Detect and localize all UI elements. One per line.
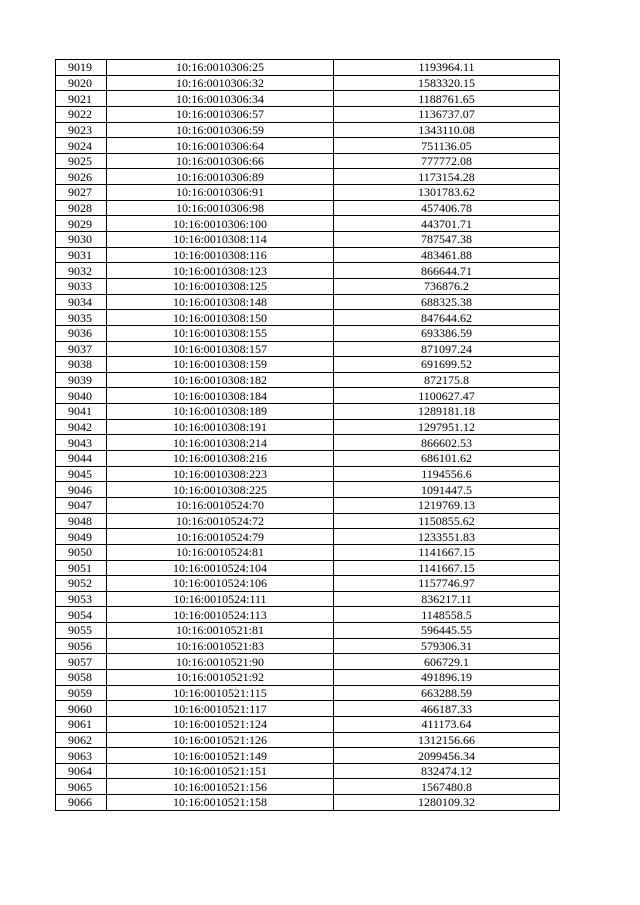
cadastral-number-cell: 10:16:0010521:92 — [107, 669, 334, 685]
row-number-cell: 9042 — [56, 419, 107, 435]
cadastral-number-cell: 10:16:0010308:157 — [107, 341, 334, 357]
table-row — [56, 466, 560, 482]
table-row — [56, 106, 560, 122]
value-cell: 2099456.34 — [334, 748, 560, 764]
row-number-cell: 9056 — [56, 638, 107, 654]
cadastral-number-cell: 10:16:0010306:66 — [107, 153, 334, 169]
table-row — [56, 122, 560, 138]
table-row — [56, 169, 560, 185]
value-cell: 457406.78 — [334, 200, 560, 216]
row-number-cell: 9052 — [56, 576, 107, 592]
table-row — [56, 576, 560, 592]
row-number-cell: 9064 — [56, 763, 107, 779]
row-number-cell: 9022 — [56, 106, 107, 122]
value-cell: 866644.71 — [334, 263, 560, 279]
row-number-cell: 9053 — [56, 591, 107, 607]
table-row — [56, 388, 560, 404]
row-number-cell: 9036 — [56, 325, 107, 341]
table-row — [56, 513, 560, 529]
table-row — [56, 247, 560, 263]
value-cell: 787547.38 — [334, 232, 560, 248]
row-number-cell: 9028 — [56, 200, 107, 216]
value-cell: 691699.52 — [334, 357, 560, 373]
table-row — [56, 685, 560, 701]
cadastral-number-cell: 10:16:0010308:189 — [107, 404, 334, 420]
value-cell: 1583320.15 — [334, 75, 560, 91]
row-number-cell: 9041 — [56, 404, 107, 420]
cadastral-number-cell: 10:16:0010521:117 — [107, 701, 334, 717]
value-cell: 663288.59 — [334, 685, 560, 701]
table-row — [56, 216, 560, 232]
table-row — [56, 795, 560, 811]
value-cell: 606729.1 — [334, 654, 560, 670]
row-number-cell: 9059 — [56, 685, 107, 701]
cadastral-number-cell: 10:16:0010306:100 — [107, 216, 334, 232]
row-number-cell: 9025 — [56, 153, 107, 169]
value-cell: 1173154.28 — [334, 169, 560, 185]
cadastral-number-cell: 10:16:0010308:191 — [107, 419, 334, 435]
value-cell: 871097.24 — [334, 341, 560, 357]
value-cell: 1141667.15 — [334, 560, 560, 576]
cadastral-number-cell: 10:16:0010521:149 — [107, 748, 334, 764]
row-number-cell: 9029 — [56, 216, 107, 232]
cadastral-number-cell: 10:16:0010306:64 — [107, 138, 334, 154]
table-row — [56, 748, 560, 764]
table-row — [56, 372, 560, 388]
value-cell: 1297951.12 — [334, 419, 560, 435]
table-row — [56, 310, 560, 326]
value-cell: 466187.33 — [334, 701, 560, 717]
table-row — [56, 278, 560, 294]
value-cell: 1188761.65 — [334, 91, 560, 107]
table-row — [56, 435, 560, 451]
cadastral-number-cell: 10:16:0010308:182 — [107, 372, 334, 388]
cadastral-number-cell: 10:16:0010306:98 — [107, 200, 334, 216]
table-row — [56, 482, 560, 498]
row-number-cell: 9038 — [56, 357, 107, 373]
cadastral-number-cell: 10:16:0010306:32 — [107, 75, 334, 91]
table-row — [56, 138, 560, 154]
table-row — [56, 654, 560, 670]
cadastral-number-cell: 10:16:0010521:90 — [107, 654, 334, 670]
table-row — [56, 91, 560, 107]
table-row — [56, 591, 560, 607]
value-cell: 836217.11 — [334, 591, 560, 607]
row-number-cell: 9057 — [56, 654, 107, 670]
cadastral-number-cell: 10:16:0010308:114 — [107, 232, 334, 248]
row-number-cell: 9027 — [56, 185, 107, 201]
row-number-cell: 9033 — [56, 278, 107, 294]
value-cell: 1193964.11 — [334, 60, 560, 76]
row-number-cell: 9047 — [56, 497, 107, 513]
value-cell: 579306.31 — [334, 638, 560, 654]
table-row — [56, 529, 560, 545]
cadastral-number-cell: 10:16:0010524:111 — [107, 591, 334, 607]
row-number-cell: 9032 — [56, 263, 107, 279]
table-row — [56, 200, 560, 216]
cadastral-number-cell: 10:16:0010308:116 — [107, 247, 334, 263]
value-cell: 751136.05 — [334, 138, 560, 154]
row-number-cell: 9020 — [56, 75, 107, 91]
cadastral-number-cell: 10:16:0010521:158 — [107, 795, 334, 811]
table-row — [56, 669, 560, 685]
table-row — [56, 716, 560, 732]
row-number-cell: 9055 — [56, 623, 107, 639]
table-row — [56, 701, 560, 717]
row-number-cell: 9048 — [56, 513, 107, 529]
cadastral-number-cell: 10:16:0010521:115 — [107, 685, 334, 701]
table-row — [56, 294, 560, 310]
value-cell: 1312156.66 — [334, 732, 560, 748]
table-row — [56, 763, 560, 779]
value-cell: 686101.62 — [334, 451, 560, 467]
cadastral-number-cell: 10:16:0010524:70 — [107, 497, 334, 513]
row-number-cell: 9051 — [56, 560, 107, 576]
cadastral-number-cell: 10:16:0010306:89 — [107, 169, 334, 185]
value-cell: 596445.55 — [334, 623, 560, 639]
row-number-cell: 9030 — [56, 232, 107, 248]
cadastral-number-cell: 10:16:0010308:150 — [107, 310, 334, 326]
cadastral-number-cell: 10:16:0010308:159 — [107, 357, 334, 373]
value-cell: 443701.71 — [334, 216, 560, 232]
value-cell: 1343110.08 — [334, 122, 560, 138]
row-number-cell: 9021 — [56, 91, 107, 107]
cadastral-number-cell: 10:16:0010521:156 — [107, 779, 334, 795]
table-row — [56, 404, 560, 420]
cadastral-number-cell: 10:16:0010524:81 — [107, 544, 334, 560]
cadastral-value-table — [55, 59, 560, 811]
value-cell: 1233551.83 — [334, 529, 560, 545]
value-cell: 491896.19 — [334, 669, 560, 685]
table-row — [56, 60, 560, 76]
cadastral-number-cell: 10:16:0010308:123 — [107, 263, 334, 279]
cadastral-number-cell: 10:16:0010308:225 — [107, 482, 334, 498]
row-number-cell: 9019 — [56, 60, 107, 76]
table-row — [56, 607, 560, 623]
row-number-cell: 9039 — [56, 372, 107, 388]
cadastral-number-cell: 10:16:0010521:126 — [107, 732, 334, 748]
value-cell: 1141667.15 — [334, 544, 560, 560]
cadastral-number-cell: 10:16:0010308:148 — [107, 294, 334, 310]
row-number-cell: 9065 — [56, 779, 107, 795]
row-number-cell: 9050 — [56, 544, 107, 560]
table-row — [56, 325, 560, 341]
table-row — [56, 451, 560, 467]
cadastral-number-cell: 10:16:0010308:155 — [107, 325, 334, 341]
cadastral-number-cell: 10:16:0010524:113 — [107, 607, 334, 623]
row-number-cell: 9040 — [56, 388, 107, 404]
value-cell: 411173.64 — [334, 716, 560, 732]
row-number-cell: 9024 — [56, 138, 107, 154]
value-cell: 1091447.5 — [334, 482, 560, 498]
row-number-cell: 9043 — [56, 435, 107, 451]
value-cell: 1100627.47 — [334, 388, 560, 404]
row-number-cell: 9035 — [56, 310, 107, 326]
table-row — [56, 263, 560, 279]
table-row — [56, 732, 560, 748]
value-cell: 1567480.8 — [334, 779, 560, 795]
value-cell: 1148558.5 — [334, 607, 560, 623]
value-cell: 688325.38 — [334, 294, 560, 310]
cadastral-number-cell: 10:16:0010524:72 — [107, 513, 334, 529]
row-number-cell: 9023 — [56, 122, 107, 138]
row-number-cell: 9034 — [56, 294, 107, 310]
row-number-cell: 9049 — [56, 529, 107, 545]
cadastral-number-cell: 10:16:0010306:25 — [107, 60, 334, 76]
cadastral-number-cell: 10:16:0010521:83 — [107, 638, 334, 654]
cadastral-number-cell: 10:16:0010521:151 — [107, 763, 334, 779]
row-number-cell: 9054 — [56, 607, 107, 623]
value-cell: 736876.2 — [334, 278, 560, 294]
value-cell: 777772.08 — [334, 153, 560, 169]
row-number-cell: 9066 — [56, 795, 107, 811]
row-number-cell: 9061 — [56, 716, 107, 732]
table-row — [56, 497, 560, 513]
table-row — [56, 560, 560, 576]
row-number-cell: 9062 — [56, 732, 107, 748]
row-number-cell: 9037 — [56, 341, 107, 357]
cadastral-number-cell: 10:16:0010308:216 — [107, 451, 334, 467]
table-row — [56, 638, 560, 654]
row-number-cell: 9031 — [56, 247, 107, 263]
table-row — [56, 341, 560, 357]
table-row — [56, 357, 560, 373]
value-cell: 483461.88 — [334, 247, 560, 263]
row-number-cell: 9063 — [56, 748, 107, 764]
cadastral-number-cell: 10:16:0010521:81 — [107, 623, 334, 639]
table-row — [56, 185, 560, 201]
cadastral-number-cell: 10:16:0010306:59 — [107, 122, 334, 138]
row-number-cell: 9060 — [56, 701, 107, 717]
cadastral-number-cell: 10:16:0010308:214 — [107, 435, 334, 451]
value-cell: 693386.59 — [334, 325, 560, 341]
value-cell: 832474.12 — [334, 763, 560, 779]
value-cell: 1280109.32 — [334, 795, 560, 811]
row-number-cell: 9044 — [56, 451, 107, 467]
cadastral-number-cell: 10:16:0010308:223 — [107, 466, 334, 482]
cadastral-number-cell: 10:16:0010524:79 — [107, 529, 334, 545]
row-number-cell: 9046 — [56, 482, 107, 498]
table-body — [56, 60, 560, 811]
cadastral-number-cell: 10:16:0010524:104 — [107, 560, 334, 576]
cadastral-number-cell: 10:16:0010308:125 — [107, 278, 334, 294]
value-cell: 1289181.18 — [334, 404, 560, 420]
value-cell: 1301783.62 — [334, 185, 560, 201]
table-row — [56, 419, 560, 435]
table-row — [56, 779, 560, 795]
cadastral-number-cell: 10:16:0010306:34 — [107, 91, 334, 107]
cadastral-number-cell: 10:16:0010521:124 — [107, 716, 334, 732]
value-cell: 872175.8 — [334, 372, 560, 388]
row-number-cell: 9058 — [56, 669, 107, 685]
table-row — [56, 623, 560, 639]
value-cell: 1194556.6 — [334, 466, 560, 482]
value-cell: 847644.62 — [334, 310, 560, 326]
value-cell: 866602.53 — [334, 435, 560, 451]
table-row — [56, 75, 560, 91]
table-row — [56, 153, 560, 169]
cadastral-number-cell: 10:16:0010306:57 — [107, 106, 334, 122]
table-row — [56, 232, 560, 248]
cadastral-number-cell: 10:16:0010308:184 — [107, 388, 334, 404]
cadastral-number-cell: 10:16:0010524:106 — [107, 576, 334, 592]
row-number-cell: 9026 — [56, 169, 107, 185]
row-number-cell: 9045 — [56, 466, 107, 482]
value-cell: 1150855.62 — [334, 513, 560, 529]
value-cell: 1136737.07 — [334, 106, 560, 122]
table-row — [56, 544, 560, 560]
value-cell: 1219769.13 — [334, 497, 560, 513]
value-cell: 1157746.97 — [334, 576, 560, 592]
cadastral-number-cell: 10:16:0010306:91 — [107, 185, 334, 201]
